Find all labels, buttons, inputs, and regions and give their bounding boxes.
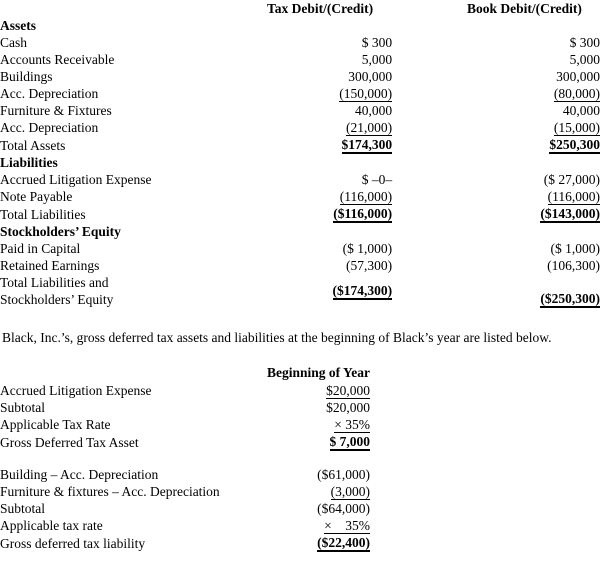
header-label-blank (0, 0, 248, 17)
row-tax-total: ($116,000) (333, 206, 393, 221)
row-total-value: ($22,400) (317, 535, 370, 550)
row-book-total: ($250,300) (540, 291, 600, 306)
row-value: $20,000 (326, 400, 370, 415)
row-label: Note Payable (0, 189, 73, 204)
row-label: Applicable tax rate (0, 518, 103, 533)
row-label: Accrued Litigation Expense (0, 383, 152, 398)
row-book-value: ($ 1,000) (550, 241, 600, 256)
row-tax-value: (116,000) (339, 189, 393, 204)
table-total-row (0, 534, 600, 552)
table-total-row (0, 205, 600, 223)
row-tax-total: $174,300 (341, 137, 393, 152)
row-value: (3,000) (330, 484, 370, 499)
row-value: × 35% (334, 417, 370, 432)
table-total-row (0, 274, 600, 308)
row-book-total: $250,300 (549, 137, 600, 152)
section-heading-row (0, 223, 600, 240)
row-book-value: (15,000) (553, 120, 600, 135)
row-tax-value: (150,000) (339, 86, 393, 101)
row-label: Gross Deferred Tax Asset (0, 435, 139, 450)
row-label: Accounts Receivable (0, 52, 115, 67)
row-label-line-2: Stockholders’ Equity (0, 292, 114, 307)
table-header-row (0, 0, 600, 17)
row-tax-value: 300,000 (348, 69, 393, 84)
table-total-row (0, 433, 600, 451)
row-book-value: 5,000 (569, 52, 600, 67)
row-total-value: $ 7,000 (329, 434, 370, 449)
row-value: ($61,000) (317, 467, 370, 482)
deferred-tax-asset-table (0, 363, 600, 451)
row-label: Retained Earnings (0, 258, 100, 273)
row-label: Total Liabilities (0, 207, 86, 222)
table-row (0, 102, 600, 119)
row-tax-value: (57,300) (346, 258, 393, 273)
row-label: Accrued Litigation Expense (0, 172, 152, 187)
row-label: Buildings (0, 69, 53, 84)
row-label: Applicable Tax Rate (0, 417, 111, 432)
row-book-value: ($ 27,000) (543, 172, 600, 187)
header-beginning-of-year: Beginning of Year (266, 365, 370, 380)
row-book-value: (80,000) (553, 86, 600, 101)
row-tax-value: $ 300 (361, 35, 393, 50)
deferred-tax-liability-table (0, 466, 600, 552)
header-book-column: Book Debit/(Credit) (466, 1, 582, 16)
header-tax-column: Tax Debit/(Credit) (267, 1, 374, 16)
row-tax-total: ($174,300) (332, 283, 393, 298)
table-header-row (0, 363, 600, 382)
row-book-value: $ 300 (569, 35, 600, 50)
row-label: Subtotal (0, 400, 46, 415)
intro-paragraph: Black, Inc.’s, gross deferred tax assets and liabilities at the beginning of Black’s year are listed below. (2, 330, 552, 345)
row-label: Building – Acc. Depreciation (0, 467, 159, 482)
row-label-line-1: Total Liabilities and (0, 275, 109, 290)
section-title-liabilities: Liabilities (0, 155, 58, 170)
row-tax-value: 5,000 (361, 52, 393, 67)
table-row (0, 85, 600, 102)
row-tax-value: ($ 1,000) (342, 241, 393, 256)
row-value: × 35% (324, 518, 370, 533)
table-row (0, 466, 600, 483)
section-title-stockholders-equity: Stockholders’ Equity (0, 224, 121, 239)
row-book-value: (116,000) (547, 189, 600, 204)
row-label: Total Assets (0, 138, 66, 153)
table-row (0, 68, 600, 85)
row-tax-value: $ –0– (361, 172, 393, 187)
table-row (0, 240, 600, 257)
row-label: Acc. Depreciation (0, 86, 99, 101)
table-row (0, 399, 600, 416)
row-label: Furniture & fixtures – Acc. Depreciation (0, 484, 220, 499)
section-heading-row (0, 154, 600, 171)
table-row (0, 500, 600, 517)
row-label: Furniture & Fixtures (0, 103, 112, 118)
row-book-value: (106,300) (547, 258, 600, 273)
table-row (0, 119, 600, 136)
table-row (0, 416, 600, 433)
row-label: Gross deferred tax liability (0, 536, 146, 551)
row-tax-value: 40,000 (355, 103, 393, 118)
header-gap (392, 0, 449, 17)
row-book-value: 40,000 (562, 103, 600, 118)
row-label (0, 274, 248, 308)
section-title-assets: Assets (0, 18, 36, 33)
row-tax-value: (21,000) (346, 120, 393, 135)
table-row (0, 483, 600, 500)
table-row (0, 171, 600, 188)
table-row (0, 188, 600, 205)
row-value: $20,000 (326, 383, 370, 398)
table-row (0, 382, 600, 399)
table-row (0, 51, 600, 68)
table-row (0, 517, 600, 534)
row-book-total: ($143,000) (540, 206, 600, 221)
section-heading-row (0, 17, 600, 34)
row-label: Paid in Capital (0, 241, 81, 256)
row-value: ($64,000) (317, 501, 370, 516)
row-book-value: 300,000 (556, 69, 600, 84)
row-label: Cash (0, 35, 27, 50)
row-label: Subtotal (0, 501, 46, 516)
table-row (0, 257, 600, 274)
table-total-row (0, 136, 600, 154)
table-row (0, 34, 600, 51)
row-label: Acc. Depreciation (0, 120, 99, 135)
